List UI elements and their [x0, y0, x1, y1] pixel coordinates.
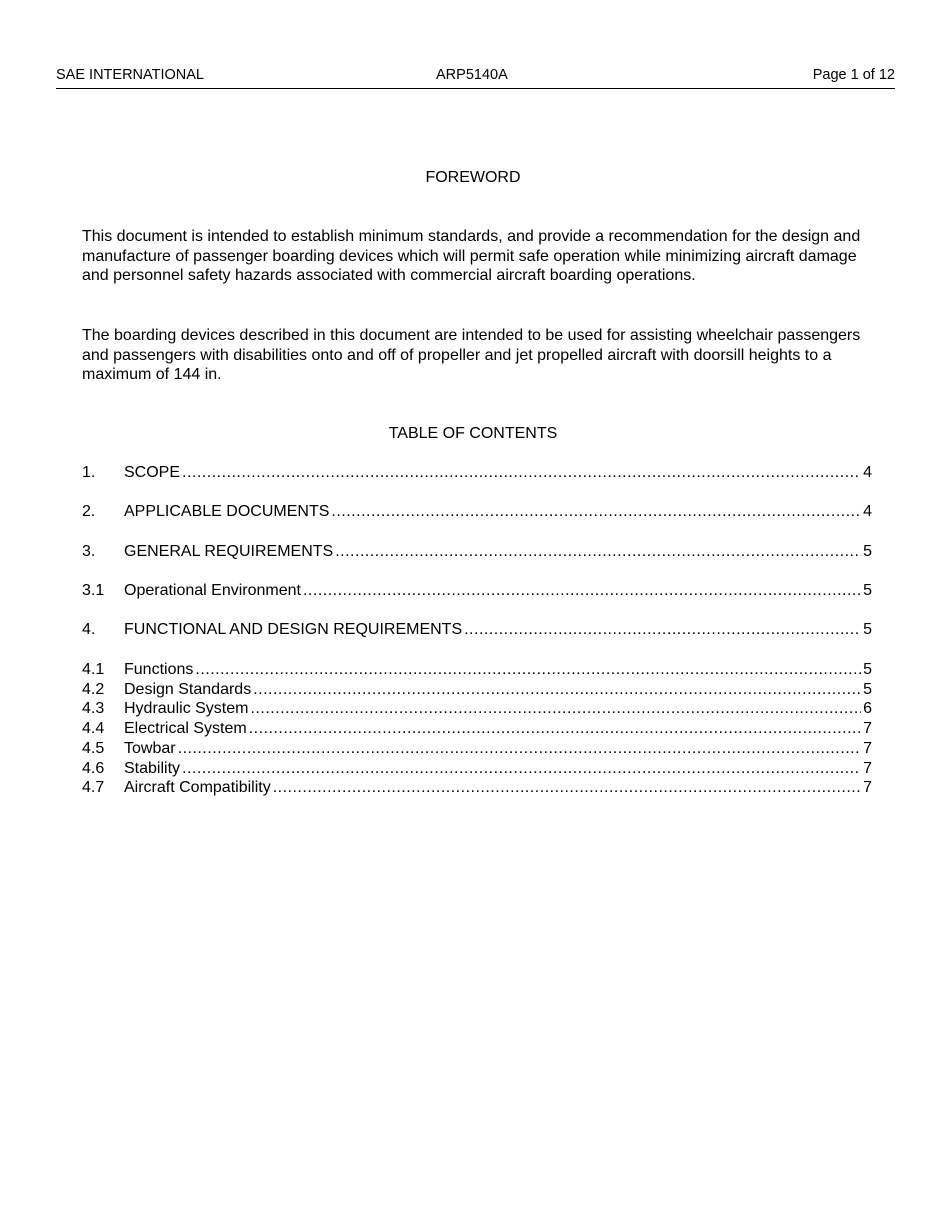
toc-entry-page: 6: [863, 700, 872, 717]
toc-entry-label: FUNCTIONAL AND DESIGN REQUIREMENTS: [124, 621, 463, 638]
toc-dot-leader: [182, 463, 861, 483]
foreword-paragraph: The boarding devices described in this document are intended to be used for assisting wheelchair passengers and passengers with disabilities onto and off of propeller and jet propelled aircraft with doorsill heights to a maximum of 144 in.: [82, 327, 861, 384]
toc-entry-label: Hydraulic System: [124, 700, 249, 717]
toc-dot-leader: [464, 620, 861, 640]
foreword-title: FOREWORD: [425, 169, 521, 186]
toc-entry-number: 4.3: [82, 700, 105, 717]
toc-entry-aircraft-compatibility[interactable]: [82, 778, 872, 798]
toc-entry-number: 1.: [82, 464, 96, 481]
toc-entry-number: 2.: [82, 503, 96, 520]
header-organization: SAE INTERNATIONAL: [56, 67, 204, 83]
toc-entry-page: 4: [863, 464, 872, 481]
toc-entry-number: 4.7: [82, 779, 105, 796]
toc-entry-label: SCOPE: [124, 464, 181, 481]
toc-entry-label: APPLICABLE DOCUMENTS: [124, 503, 330, 520]
toc-entry-page: 7: [863, 760, 872, 777]
toc-dot-leader: [303, 581, 861, 601]
toc-entry-number: 4.1: [82, 661, 105, 678]
toc-entry-page: 5: [863, 582, 872, 599]
toc-entry-label: Towbar: [124, 740, 176, 757]
toc-entry-stability[interactable]: [82, 759, 872, 779]
toc-dot-leader: [273, 778, 861, 798]
toc-entry-number: 4.6: [82, 760, 105, 777]
toc-entry-page: 7: [863, 779, 872, 796]
toc-dot-leader: [331, 502, 861, 522]
toc-dot-leader: [182, 759, 861, 779]
toc-dot-leader: [195, 660, 861, 680]
toc-dot-leader: [335, 542, 861, 562]
foreword-paragraph: This document is intended to establish minimum standards, and provide a recommendation for the design and manufacture of passenger boarding devices which will permit safe operation while minimizing aircraft damage and personnel safety hazards associated with commercial aircraft boarding operations.: [82, 228, 861, 285]
toc-dot-leader: [178, 739, 862, 759]
toc-entry-functions[interactable]: [82, 660, 872, 680]
toc-entry-functional-design-requirements[interactable]: [82, 620, 872, 640]
header-document-id: ARP5140A: [436, 67, 508, 83]
toc-dot-leader: [250, 699, 861, 719]
toc-entry-label: GENERAL REQUIREMENTS: [124, 543, 334, 560]
toc-entry-towbar[interactable]: [82, 739, 872, 759]
toc-entry-hydraulic-system[interactable]: [82, 699, 872, 719]
toc-entry-page: 7: [863, 720, 872, 737]
toc-entry-general-requirements[interactable]: [82, 542, 872, 562]
toc-entry-number: 4.: [82, 621, 96, 638]
header-page-indicator: Page 1 of 12: [812, 67, 895, 83]
toc-entry-label: Operational Environment: [124, 582, 301, 599]
toc-entry-scope[interactable]: [82, 463, 872, 483]
toc-entry-number: 3.: [82, 543, 96, 560]
toc-entry-page: 5: [863, 543, 872, 560]
toc-entry-page: 4: [863, 503, 872, 520]
toc-entry-design-standards[interactable]: [82, 680, 872, 700]
toc-entry-number: 3.1: [82, 582, 105, 599]
toc-entry-number: 4.2: [82, 681, 105, 698]
toc-dot-leader: [253, 680, 861, 700]
toc-entry-operational-environment[interactable]: [82, 581, 872, 601]
toc-entry-page: 5: [863, 661, 872, 678]
toc-entry-number: 4.4: [82, 720, 105, 737]
toc-dot-leader: [249, 719, 861, 739]
toc-entry-electrical-system[interactable]: [82, 719, 872, 739]
toc-entry-label: Functions: [124, 661, 194, 678]
toc-entry-label: Aircraft Compatibility: [124, 779, 271, 796]
toc-entry-label: Stability: [124, 760, 181, 777]
toc-entry-page: 5: [863, 681, 872, 698]
toc-entry-page: 7: [863, 740, 872, 757]
toc-entry-number: 4.5: [82, 740, 105, 757]
toc-entry-label: Electrical System: [124, 720, 247, 737]
toc-title: TABLE OF CONTENTS: [388, 425, 558, 442]
page-header: [56, 67, 895, 89]
toc-entry-page: 5: [863, 621, 872, 638]
toc-entry-applicable-documents[interactable]: [82, 502, 872, 522]
toc-entry-label: Design Standards: [124, 681, 252, 698]
